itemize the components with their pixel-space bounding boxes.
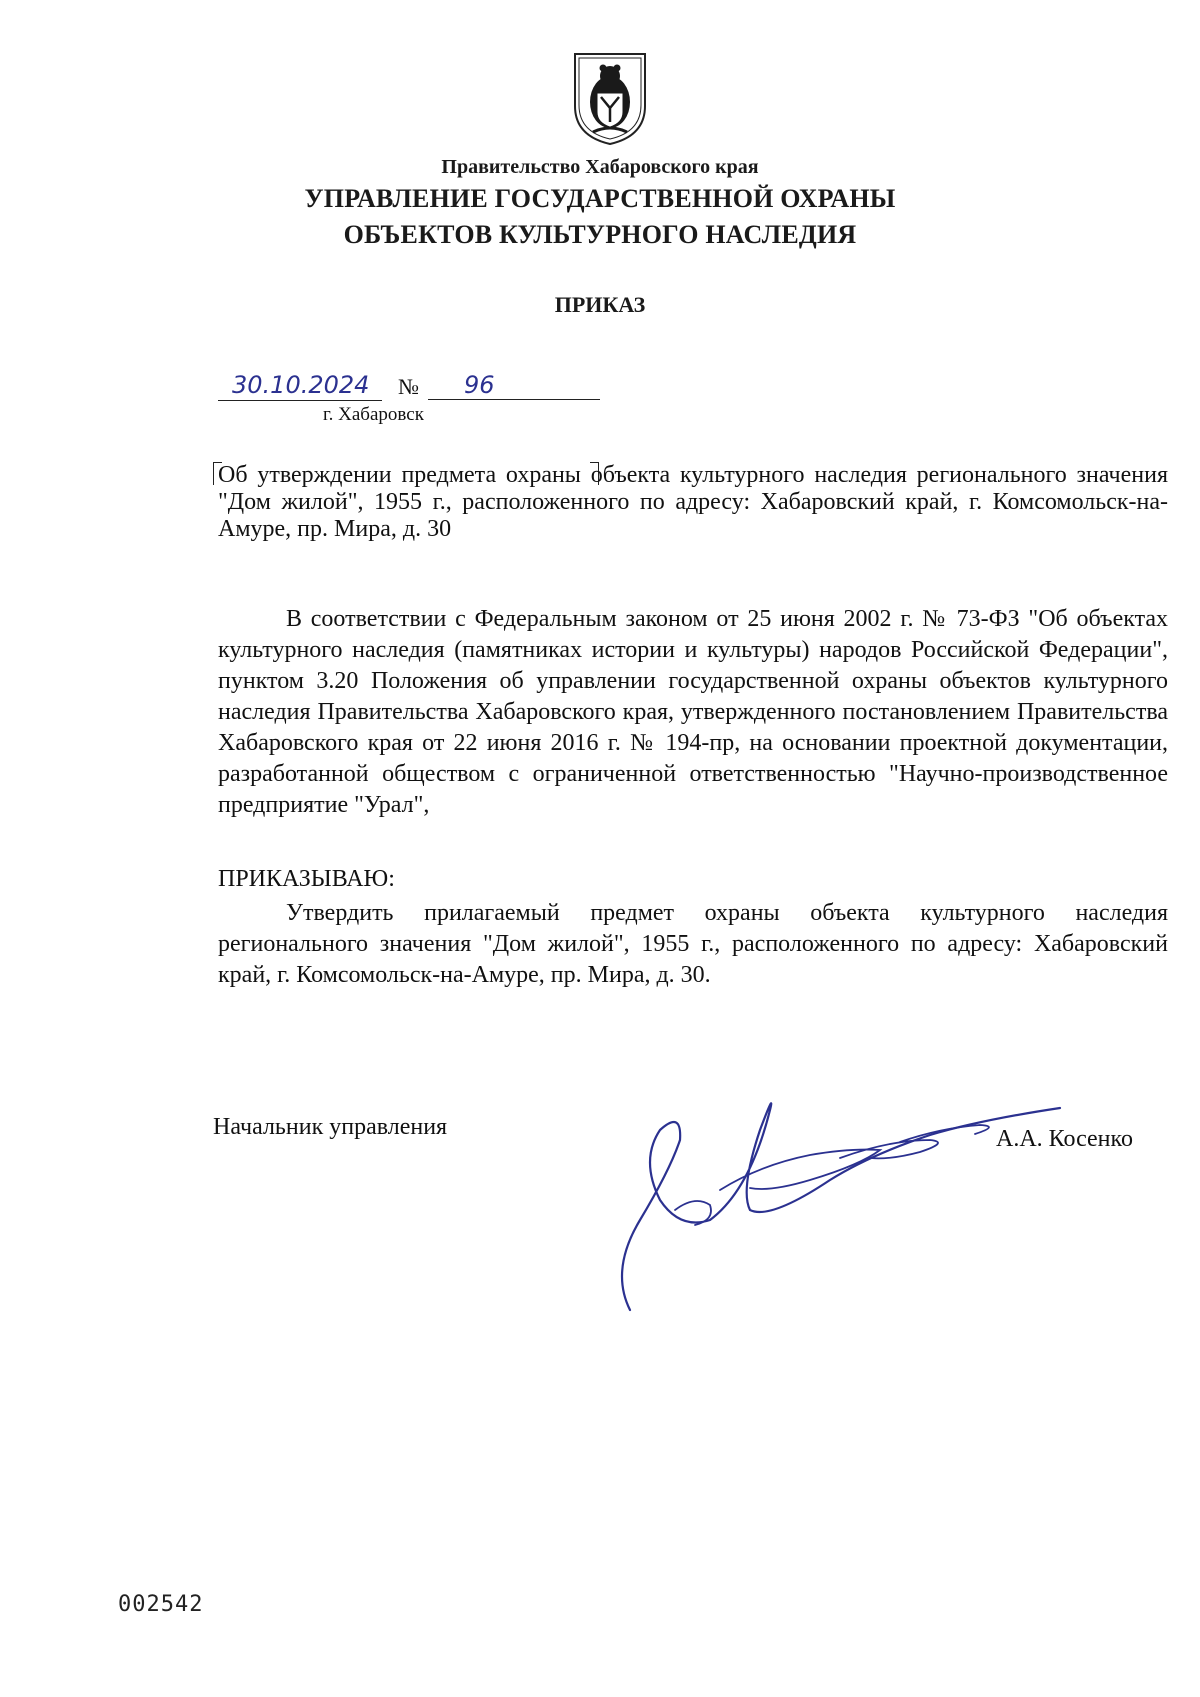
number-sign: № xyxy=(398,374,419,399)
signer-position: Начальник управления xyxy=(213,1114,448,1140)
preamble-paragraph: В соответствии с Федеральным законом от 25 июня 2002 г. № 73-ФЗ "Об объектах культурного наследия (памятниках истории и культуры) народов Российской Федерации", пунктом 3.20 Положения об управлении государственной охраны объектов культурного наследия Правительства Хабаровского края, утвержденного постановлением Правительства Хабаровского края от 22 июня 2016 г. № 194-пр, на основании проектной документации, разработанной обществом с ограниченной ответственностью "Научно-производственное предприятие "Урал", xyxy=(218,606,1168,818)
order-directive-word: ПРИКАЗЫВАЮ: xyxy=(218,866,395,892)
order-number: 96 xyxy=(428,370,600,400)
department-name-line-2: ОБЪЕКТОВ КУЛЬТУРНОГО НАСЛЕДИЯ xyxy=(343,220,857,249)
order-city: г. Хабаровск xyxy=(323,404,424,425)
document-serial-number: 002542 xyxy=(118,1592,204,1617)
signer-name: А.А. Косенко xyxy=(996,1126,1133,1152)
order-subject: Об утверждении предмета охраны объекта культурного наследия регионального значения "Дом жилой", 1955 г., расположенного по адресу: Хабаровский край, г. Комсомольск-на-Амуре, пр. Мира, д. 30 xyxy=(218,462,1168,542)
government-name: Правительство Хабаровского края xyxy=(441,156,759,178)
document-type-title: ПРИКАЗ xyxy=(554,292,646,317)
order-date: 30.10.2024 xyxy=(218,370,382,401)
handwritten-signature xyxy=(600,1070,1080,1320)
coat-of-arms-icon xyxy=(571,50,649,146)
department-name-line-1: УПРАВЛЕНИЕ ГОСУДАРСТВЕННОЙ ОХРАНЫ xyxy=(304,184,896,213)
decision-paragraph: Утвердить прилагаемый предмет охраны объекта культурного наследия регионального значения "Дом жилой", 1955 г., расположенного по адресу: Хабаровский край, г. Комсомольск-на-Амуре, пр. Мира, д. 30. xyxy=(218,900,1168,988)
